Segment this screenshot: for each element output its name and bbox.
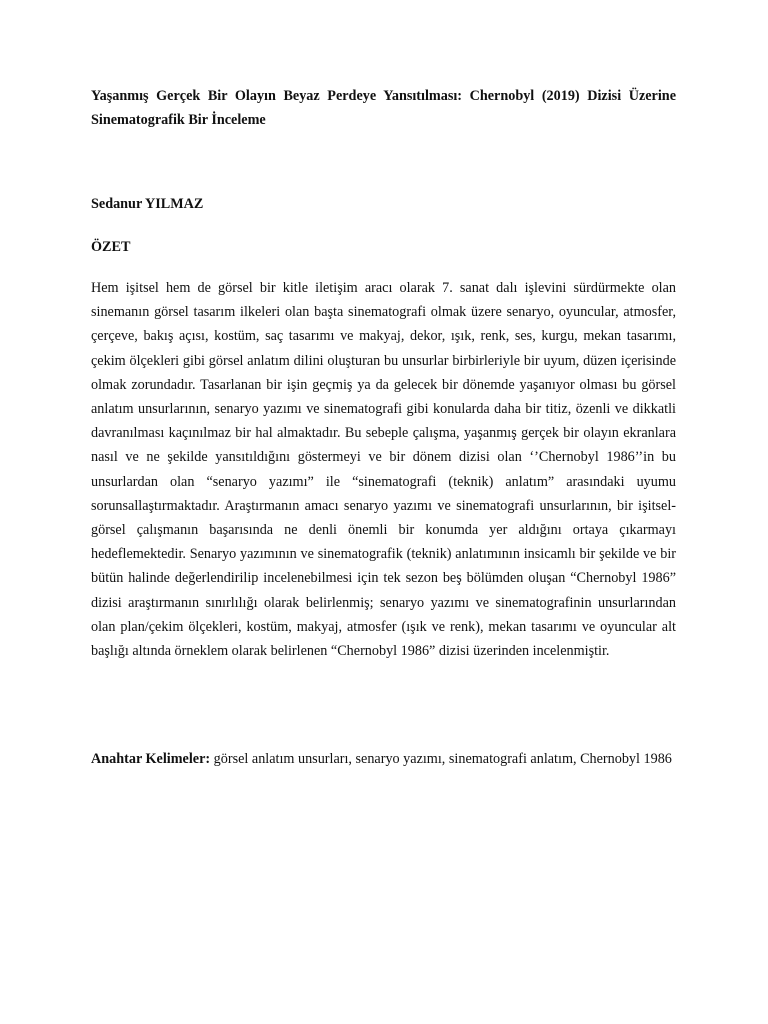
abstract-paragraph: Hem işitsel hem de görsel bir kitle iletişim aracı olarak 7. sanat dalı işlevini sürdürmekte olan sinemanın görsel tasarım ilkeleri olan başta sinematografi olmak üzere senaryo, oyuncular, atmosfer, çerçeve, bakış açısı, kostüm, saç tasarımı ve makyaj, dekor, ışık, renk, ses, kurgu, mekan tasarımı, çekim ölçekleri gibi görsel anlatım dilini oluşturan bu unsurlar birbirleriyle bir uyum, düzen içerisinde olmak zorundadır. Tasarlanan bir işin geçmiş ya da gelecek bir dönemde yaşanıyor olması bu görsel anlatım unsurlarının, senaryo yazımı ve sinematografi gibi konularda daha bir titiz, özenli ve dikkatli davranılması kaçınılmaz bir hal almaktadır. Bu sebeple çalışma, yaşanmış gerçek bir olayın ekranlara nasıl ve ne şekilde yansıtıldığını göstermeyi ve bir dönem dizisi olan ‘’Chernobyl 1986’’in bu unsurlardan olan “senaryo yazımı” ile “sinematografi (teknik) anlatım” arasındaki uyumu sorunsallaştırmaktadır. Araştırmanın amacı senaryo yazımı ve sinematografi unsurlarının, bir işitsel- görsel çalışmanın başarısında ne denli önemli bir konumda yer aldığını ortaya çıkarmayı hedeflemektedir. Senaryo yazımının ve sinematografik (teknik) anlatımının insicamlı bir şekilde ve bir bütün halinde değerlendirilip incelenebilmesi için tek sezon beş bölümden oluşan “Chernobyl 1986” dizisi araştırmanın sınırlılığı olarak belirlenmiş; senaryo yazımı ve sinematografinin unsurlarından olan plan/çekim ölçekleri, kostüm, makyaj, atmosfer (ışık ve renk), mekan tasarımı ve oyuncular alt başlığı altında örneklem olarak belirlenen “Chernobyl 1986” dizisi üzerinden incelenmiştir.	[91, 280, 676, 660]
author-name: Sedanur YILMAZ	[91, 196, 204, 212]
keywords-list: görsel anlatım unsurları, senaryo yazımı, sinematografi anlatım, Chernobyl 1986	[213, 751, 672, 767]
keywords-label: Anahtar Kelimeler:	[91, 751, 211, 767]
abstract-heading: ÖZET	[91, 239, 131, 255]
keywords-paragraph	[91, 747, 676, 772]
paper-title: Yaşanmış Gerçek Bir Olayın Beyaz Perdeye Yansıtılması: Chernobyl (2019) Dizisi Üzerine Sinematografik Bir İnceleme	[91, 88, 676, 128]
